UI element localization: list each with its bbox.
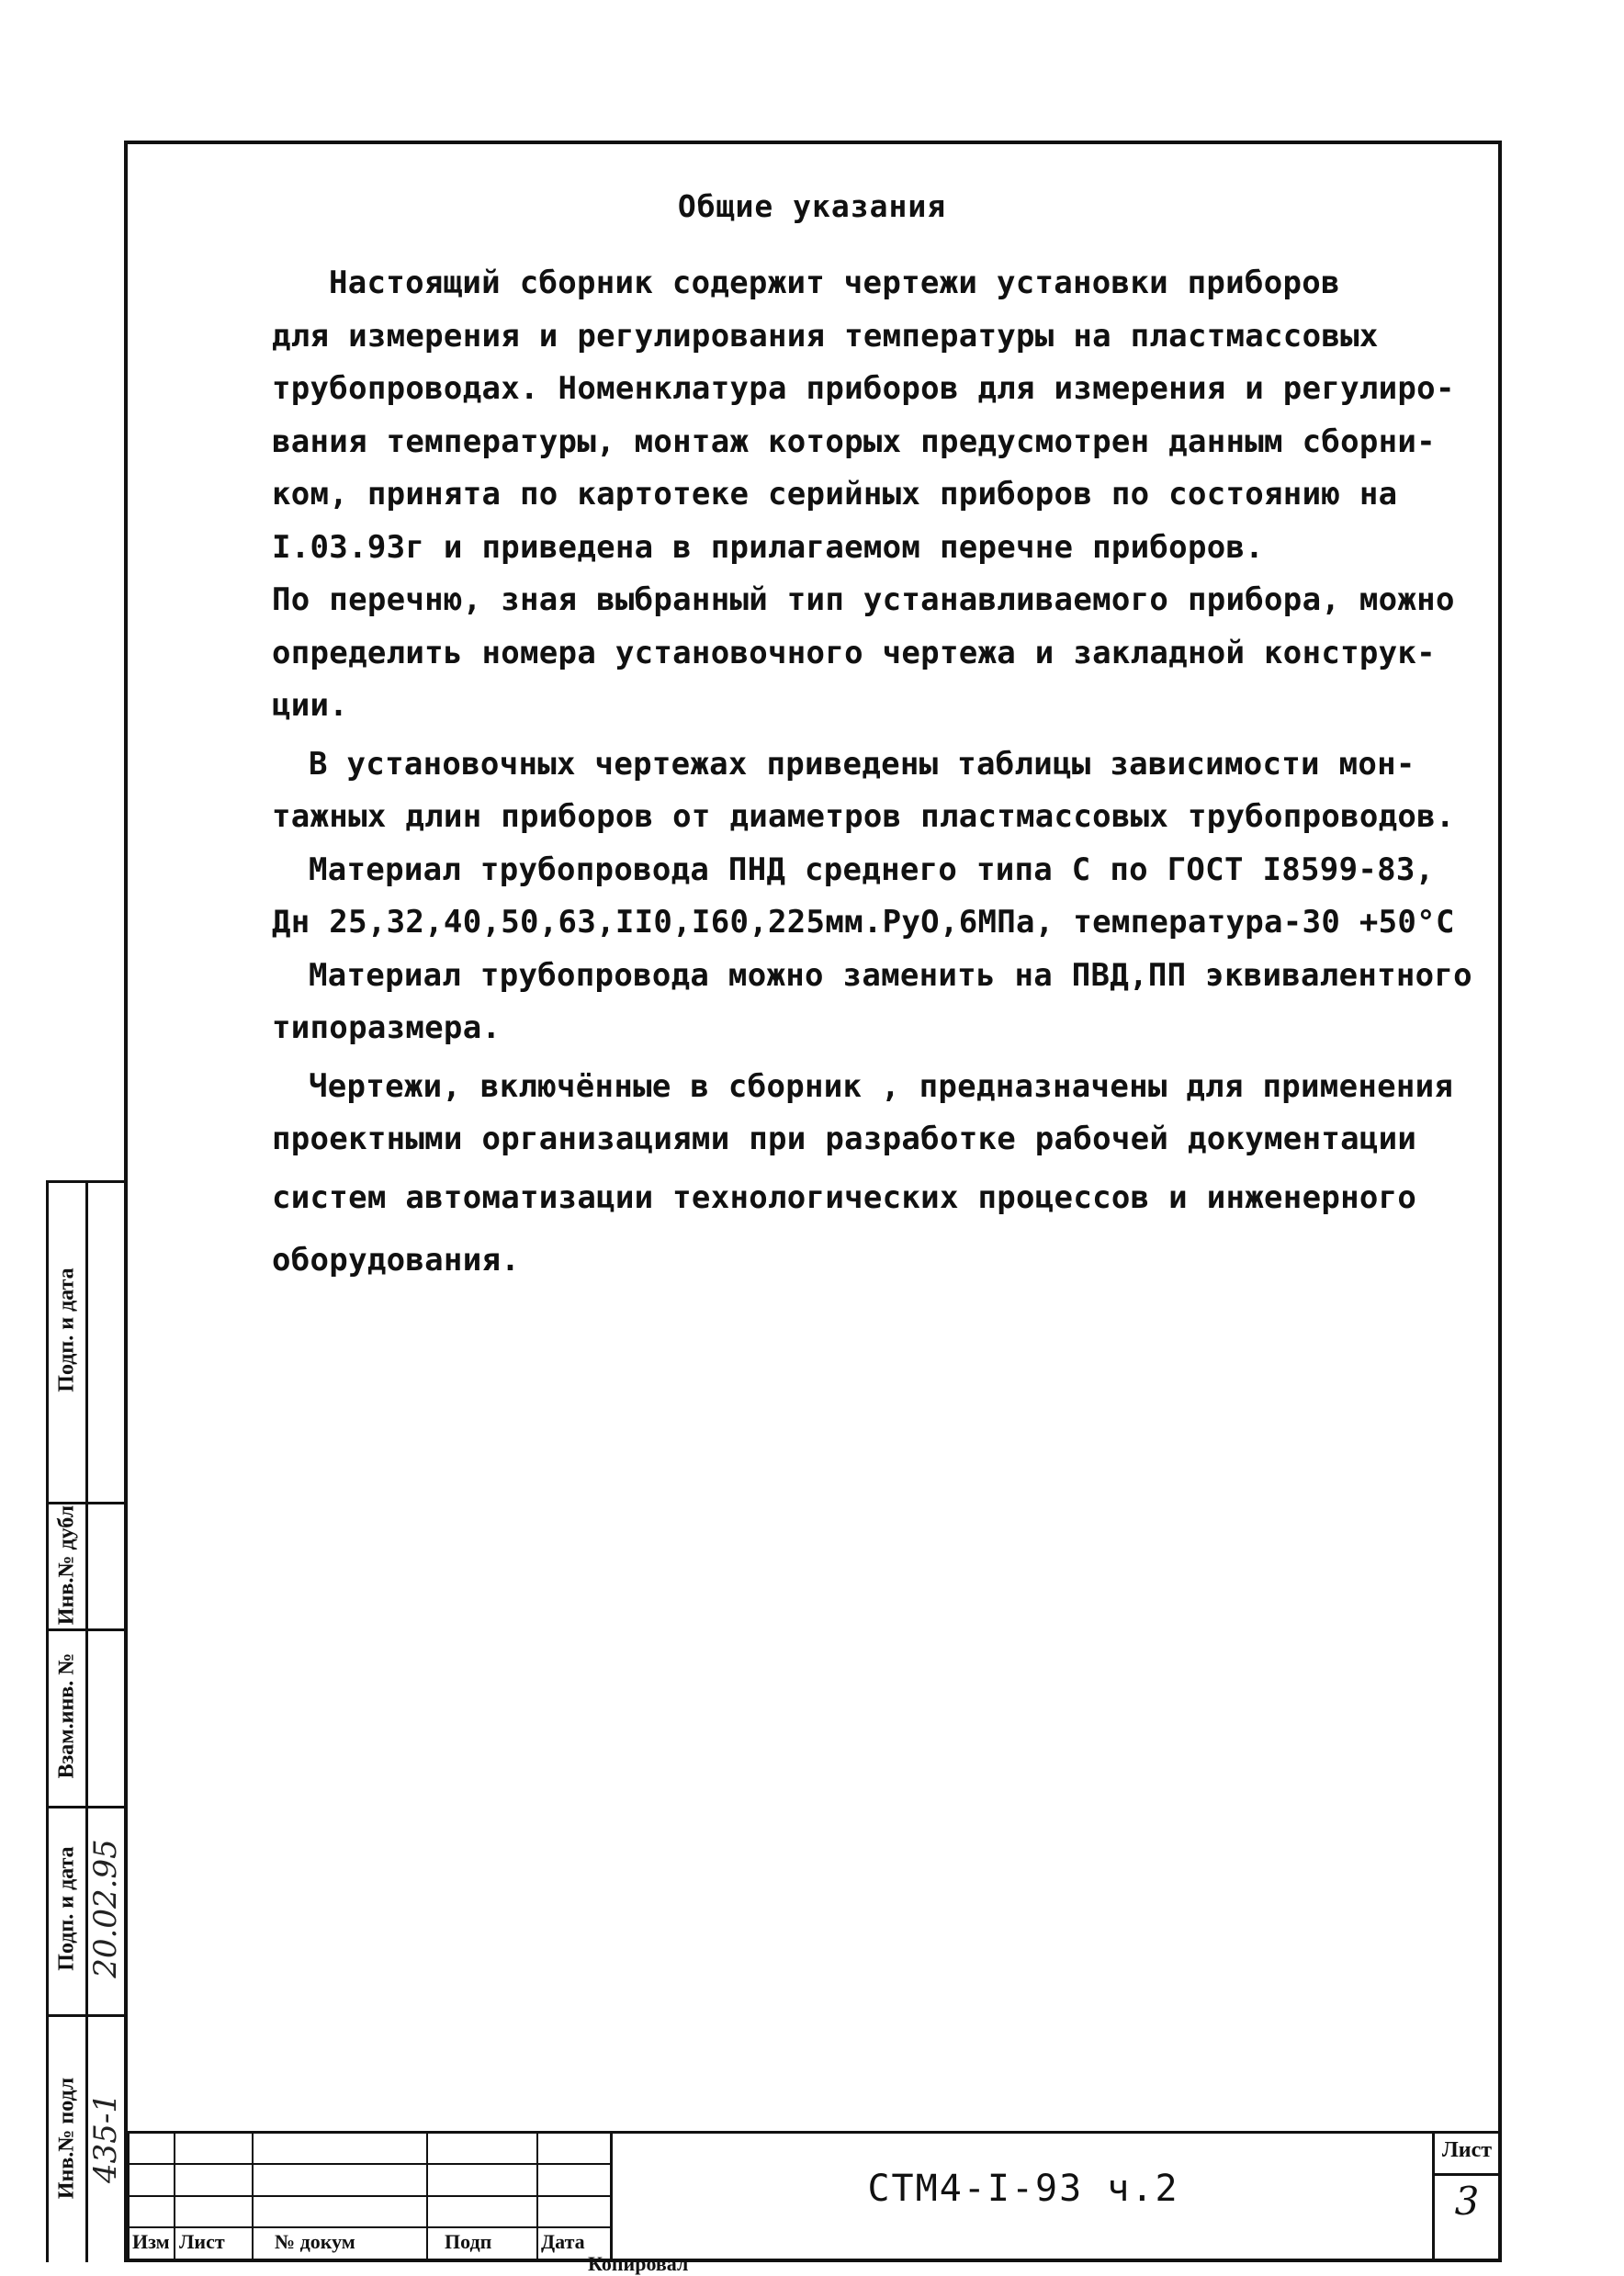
text-line: Дн 25,32,40,50,63,II0,I60,225мм.РуО,6МПа, температура-30 +50°С (272, 904, 1455, 941)
label-sign-date: Подп. и дата (54, 1268, 79, 1392)
col-label-doc-number: № докум (275, 2230, 355, 2253)
text-line: оборудования. (272, 1241, 521, 1279)
text-line: проектными организациями при разработке рабочей документации (272, 1121, 1417, 1157)
text-line: I.03.93г и приведена в прилагаемом перечне приборов. (272, 528, 1265, 566)
document-code: СТМ4-I-93 ч.2 (867, 2168, 1179, 2210)
text-line: Настоящий сборник содержит чертежи установки приборов (329, 265, 1340, 301)
col-label-change: Изм (132, 2230, 170, 2253)
label-dup-inventory: Инв.№ дубл (54, 1504, 79, 1626)
strip-divider (49, 1628, 124, 1631)
text-line: В установочных чертежах приведены таблицы зависимости мон- (309, 745, 1415, 783)
text-line: Материал трубопровода ПНД среднего типа С по ГОСТ I8599-83, (309, 851, 1435, 888)
title-block-separator (610, 2131, 613, 2259)
strip-divider (49, 1806, 124, 1808)
text-line: систем автоматизации технологических процессов и инженерного (272, 1178, 1417, 1216)
text-line: типоразмера. (272, 1009, 502, 1046)
text-line: Чертежи, включённые в сборник , предназначены для применения (309, 1067, 1454, 1105)
label-original-inventory: Инв.№ подл (54, 2077, 79, 2200)
revision-grid (128, 2131, 610, 2259)
sheet-label: Лист (1441, 2138, 1493, 2162)
grid-col-line (426, 2131, 428, 2259)
page-title: Общие указания (677, 188, 947, 224)
text-line: для измерения и регулирования температуры на пластмассовых (272, 317, 1379, 355)
text-line: вания температуры, монтаж которых предусмотрен данным сборни- (272, 423, 1436, 460)
side-stamp-strip (46, 1180, 124, 2262)
label-replace-inventory: Взам.инв. № (54, 1652, 79, 1779)
text-line: определить номера установочного чертежа и закладной конструк- (272, 634, 1436, 671)
text-line: трубопроводах. Номенклатура приборов для измерения и регулиро- (272, 370, 1455, 407)
grid-col-line (252, 2131, 254, 2259)
grid-col-line (536, 2131, 538, 2259)
grid-col-line (128, 2131, 130, 2259)
text-line: По перечню, зная выбранный тип устанавливаемого прибора, можно (272, 581, 1455, 618)
general-instructions-text (272, 257, 1494, 1291)
text-line: Материал трубопровода можно заменить на ПВД,ПП эквивалентного (309, 956, 1472, 994)
handwritten-date: 20.02.95 (87, 1839, 124, 1978)
col-label-date: Дата (541, 2230, 585, 2253)
strip-divider (49, 2014, 124, 2017)
text-line: тажных длин приборов от диаметров пластмассовых трубопроводов. (272, 798, 1455, 835)
handwritten-inventory-number: 435-1 (87, 2092, 124, 2184)
col-label-sheet: Лист (179, 2230, 225, 2253)
title-block-separator (1432, 2131, 1435, 2259)
sheet-number: 3 (1454, 2179, 1480, 2224)
col-label-signature: Подп (445, 2230, 492, 2253)
grid-col-line (174, 2131, 175, 2259)
title-block (128, 2131, 1498, 2259)
copied-by-label: Копировал (588, 2252, 689, 2275)
label-sign-date-2: Подп. и дата (54, 1846, 79, 1971)
text-line: ции. (272, 687, 349, 724)
text-line: ком, принята по картотеке серийных приборов по состоянию на (272, 476, 1398, 513)
strip-divider (49, 1502, 124, 1504)
sheet-separator (1432, 2173, 1498, 2176)
